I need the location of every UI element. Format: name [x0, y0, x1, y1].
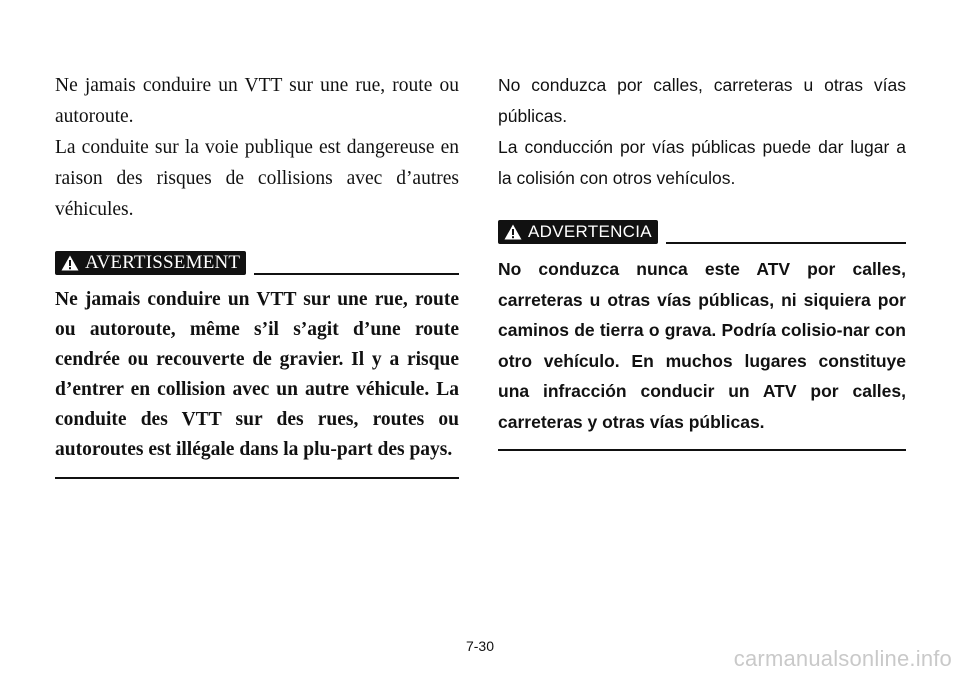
french-warning-header	[55, 249, 459, 277]
spanish-warning-label: ADVERTENCIA	[528, 222, 652, 241]
spanish-warning-rule	[666, 242, 906, 244]
spanish-paragraph-2: La conducción por vías públicas puede dar lugar a la colisión con otros vehículos.	[498, 137, 906, 188]
french-paragraph-2: La conduite sur la voie publique est dangereuse en raison des risques de collisions avec d’autres véhicules.	[55, 137, 459, 220]
french-column	[55, 70, 459, 479]
spanish-warning-badge	[498, 220, 658, 244]
spanish-column	[498, 70, 906, 451]
spanish-warning-header	[498, 218, 906, 246]
warning-triangle-icon	[504, 224, 522, 240]
french-warning-label: AVERTISSEMENT	[85, 252, 241, 273]
spanish-paragraph-1: No conduzca por calles, carreteras u otras vías públicas.	[498, 75, 906, 126]
french-warning-badge	[55, 251, 246, 275]
spanish-warning-text: No conduzca nunca este ATV por calles, carreteras u otras vías públicas, ni siquiera por caminos de tierra o grava. Podría colisio-nar con otro vehículo. En muchos lugares constituye una infracción conducir un ATV por calles, carreteras y otras vías públicas.	[498, 259, 906, 432]
french-paragraph-1: Ne jamais conduire un VTT sur une rue, route ou autoroute.	[55, 75, 459, 127]
spanish-warning-end-rule	[498, 449, 906, 451]
watermark: carmanualsonline.info	[733, 646, 952, 671]
french-warning-rule	[254, 273, 459, 275]
warning-triangle-icon	[61, 255, 79, 271]
page-number: 7-30	[465, 638, 495, 654]
french-warning-text: Ne jamais conduire un VTT sur une rue, route ou autoroute, même s’il s’agit d’une route cendrée ou recouverte de gravier. Il y a risque d’entrer en collision avec un autre véhicule. La conduite des VTT sur des rues, routes ou autoroutes est illégale dans la plu-part des pays.	[55, 289, 459, 460]
french-warning-end-rule	[55, 477, 459, 479]
